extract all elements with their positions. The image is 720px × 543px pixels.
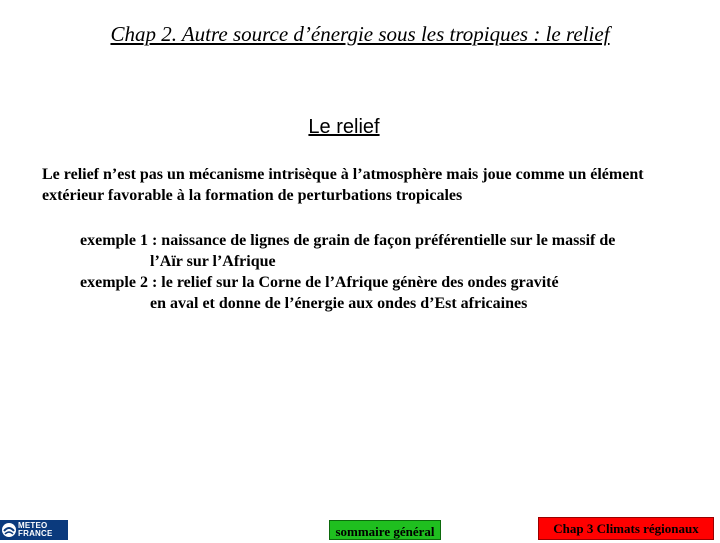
meteo-france-logo	[0, 520, 68, 540]
example-2-line-2: en aval et donne de l’énergie aux ondes d’Est africaines	[150, 295, 528, 312]
logo-text	[18, 522, 53, 538]
chap3-climats-regionaux-button[interactable]: Chap 3 Climats régionaux	[538, 517, 714, 540]
meteo-france-emblem-icon	[0, 520, 18, 540]
page-title: Chap 2. Autre source d’énergie sous les tropiques : le relief	[110, 22, 610, 46]
example-1-line-2: l’Aïr sur l’Afrique	[150, 253, 276, 270]
examples-block	[80, 230, 700, 314]
section-heading: Le relief	[308, 116, 380, 138]
sommaire-general-button[interactable]: sommaire général	[329, 520, 441, 540]
example-1-line-1: exemple 1 : naissance de lignes de grain de façon préférentielle sur le massif de	[80, 232, 616, 249]
logo-text-line1: METEO	[18, 521, 48, 530]
example-2-line-1: exemple 2 : le relief sur la Corne de l’Afrique génère des ondes gravité	[80, 274, 559, 291]
logo-text-line2: FRANCE	[18, 529, 53, 538]
intro-paragraph: Le relief n’est pas un mécanisme intrisèque à l’atmosphère mais joue comme un élément extérieur favorable à la formation de perturbations tropicales	[42, 166, 644, 204]
